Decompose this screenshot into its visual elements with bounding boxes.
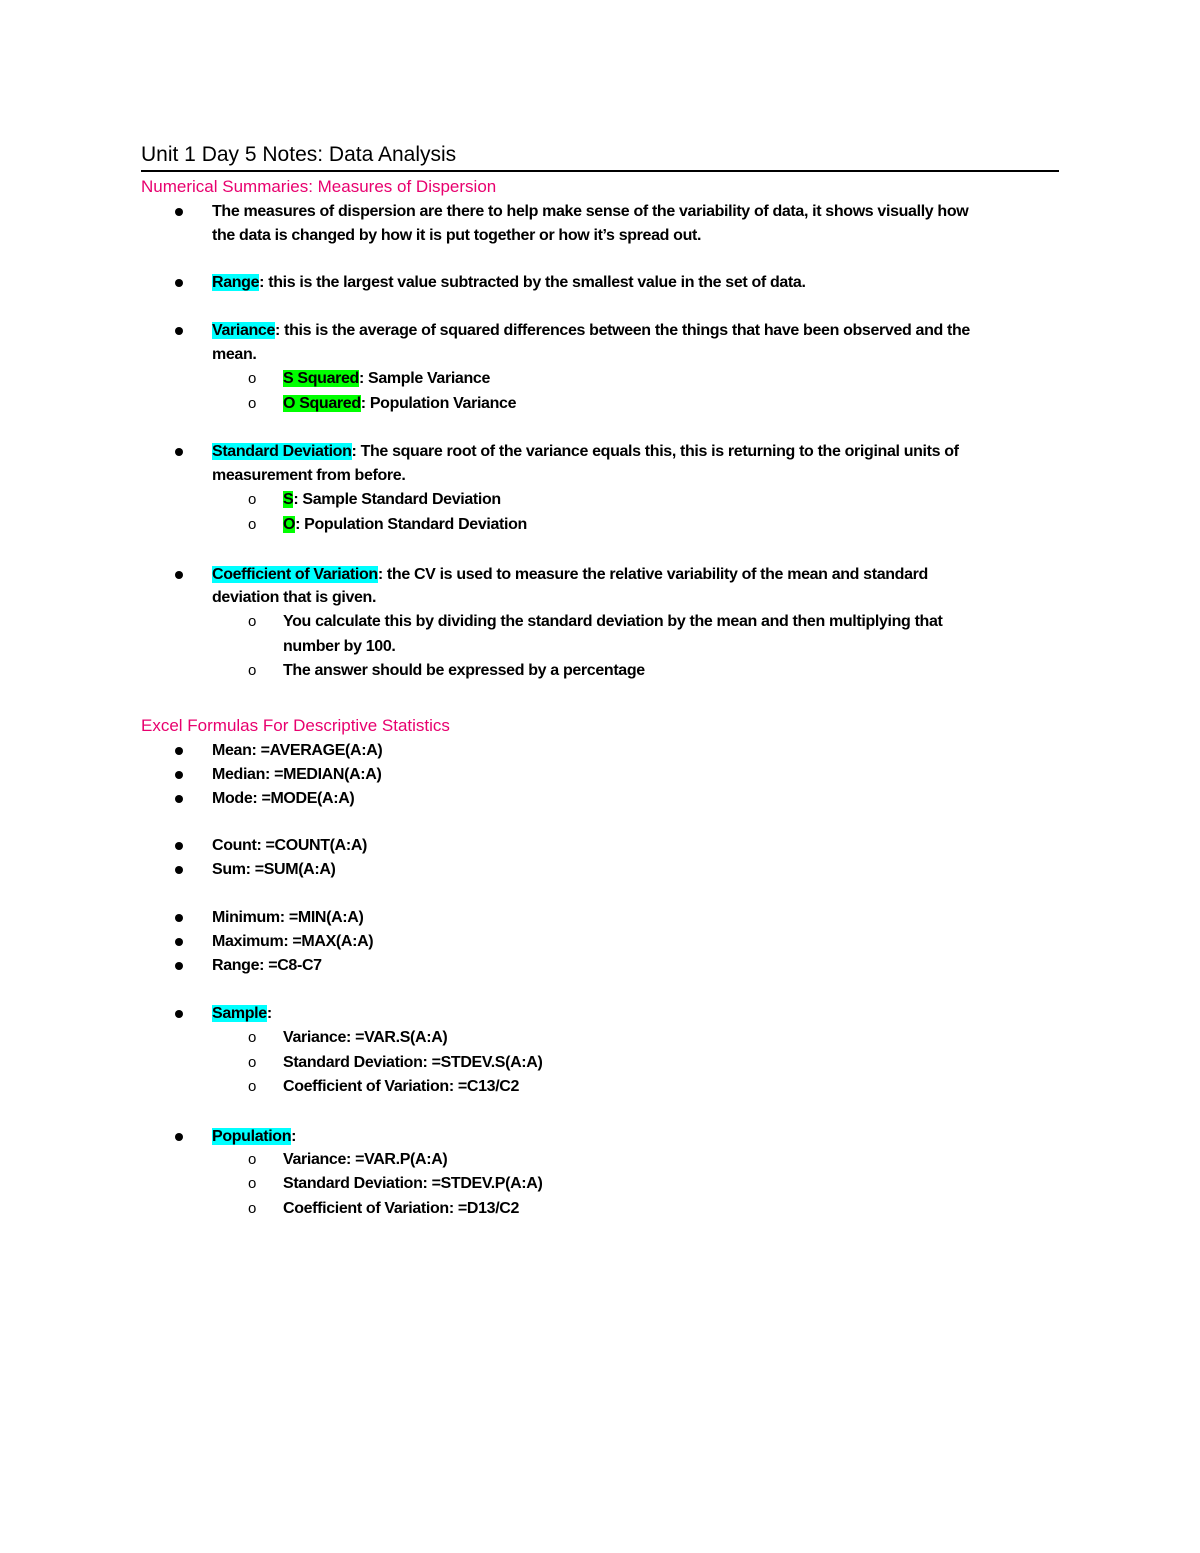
sub-bullet-marker: o [248, 1054, 257, 1071]
section-heading-dispersion: Numerical Summaries: Measures of Dispersion [141, 177, 497, 196]
s-term: S [283, 491, 294, 508]
sd-sub-sample [283, 488, 501, 512]
section-heading-excel: Excel Formulas For Descriptive Statistics [141, 716, 450, 735]
variance-definition-cont: mean. [212, 346, 257, 363]
formula-median: Median: =MEDIAN(A:A) [212, 766, 382, 783]
variance-definition [212, 319, 970, 343]
bullet-icon [175, 795, 183, 803]
sub-bullet-marker: o [248, 1029, 257, 1046]
sub-bullet-marker: o [248, 491, 257, 508]
variance-sub-sample [283, 367, 490, 391]
sd-text: : The square root of the variance equals this, this is returning to the original units of [351, 443, 959, 460]
sub-bullet-marker: o [248, 370, 257, 387]
o-term: O [283, 516, 296, 533]
formula-sample-sd: Standard Deviation: =STDEV.S(A:A) [283, 1054, 543, 1071]
title-underline [141, 170, 1059, 172]
sub-bullet-marker: o [248, 662, 257, 679]
bullet-icon [175, 1133, 183, 1141]
s-squared-text: : Sample Variance [358, 370, 490, 387]
colon: : [291, 1128, 297, 1145]
o-squared-text: : Population Variance [360, 395, 517, 412]
s-text: : Sample Standard Deviation [293, 491, 501, 508]
formula-sum: Sum: =SUM(A:A) [212, 861, 336, 878]
formula-sample-cv: Coefficient of Variation: =C13/C2 [283, 1078, 520, 1095]
intro-line-2: the data is changed by how it is put together or how it’s spread out. [212, 227, 702, 244]
bullet-icon [175, 842, 183, 850]
o-text: : Population Standard Deviation [295, 516, 527, 533]
sd-definition-cont: measurement from before. [212, 467, 406, 484]
sub-bullet-marker: o [248, 395, 257, 412]
sd-term: Standard Deviation [212, 443, 352, 460]
population-term: Population [212, 1128, 292, 1145]
sub-bullet-marker: o [248, 1151, 257, 1168]
cv-definition [212, 563, 928, 587]
sample-heading [212, 1002, 272, 1026]
bullet-icon [175, 747, 183, 755]
formula-pop-sd: Standard Deviation: =STDEV.P(A:A) [283, 1175, 543, 1192]
s-squared-term: S Squared [283, 370, 359, 387]
bullet-icon [175, 914, 183, 922]
cv-sub-calc-1: You calculate this by dividing the standard deviation by the mean and then multiplying that [283, 613, 943, 630]
formula-pop-cv: Coefficient of Variation: =D13/C2 [283, 1200, 520, 1217]
range-definition [212, 271, 806, 295]
colon: : [266, 1005, 272, 1022]
population-heading [212, 1125, 296, 1149]
intro-line-1: The measures of dispersion are there to help make sense of the variability of data, it shows visually how [212, 203, 969, 220]
formula-maximum: Maximum: =MAX(A:A) [212, 933, 374, 950]
document-title: Unit 1 Day 5 Notes: Data Analysis [141, 143, 457, 166]
formula-mode: Mode: =MODE(A:A) [212, 790, 355, 807]
range-text: : this is the largest value subtracted by the smallest value in the set of data. [259, 274, 806, 291]
cv-term: Coefficient of Variation [212, 566, 378, 583]
sub-bullet-marker: o [248, 1200, 257, 1217]
cv-definition-cont: deviation that is given. [212, 589, 377, 606]
cv-text: : the CV is used to measure the relative variability of the mean and standard [377, 566, 928, 583]
sub-bullet-marker: o [248, 613, 257, 630]
formula-count: Count: =COUNT(A:A) [212, 837, 367, 854]
bullet-icon [175, 866, 183, 874]
formula-pop-variance: Variance: =VAR.P(A:A) [283, 1151, 448, 1168]
sub-bullet-marker: o [248, 516, 257, 533]
formula-range: Range: =C8-C7 [212, 957, 322, 974]
sub-bullet-marker: o [248, 1175, 257, 1192]
range-term: Range [212, 274, 260, 291]
cv-sub-percentage: The answer should be expressed by a percentage [283, 662, 645, 679]
bullet-icon [175, 279, 183, 287]
bullet-icon [175, 962, 183, 970]
variance-term: Variance [212, 322, 276, 339]
bullet-icon [175, 1010, 183, 1018]
variance-text: : this is the average of squared differences between the things that have been observed and the [275, 322, 970, 339]
bullet-icon [175, 327, 183, 335]
formula-mean: Mean: =AVERAGE(A:A) [212, 742, 383, 759]
sub-bullet-marker: o [248, 1078, 257, 1095]
formula-sample-variance: Variance: =VAR.S(A:A) [283, 1029, 448, 1046]
variance-sub-population [283, 392, 516, 416]
formula-minimum: Minimum: =MIN(A:A) [212, 909, 364, 926]
bullet-icon [175, 571, 183, 579]
sd-definition [212, 440, 959, 464]
bullet-icon [175, 938, 183, 946]
bullet-icon [175, 208, 183, 216]
cv-sub-calc-2: number by 100. [283, 638, 396, 655]
bullet-icon [175, 448, 183, 456]
bullet-icon [175, 771, 183, 779]
sample-term: Sample [212, 1005, 267, 1022]
o-squared-term: O Squared [283, 395, 361, 412]
sd-sub-population [283, 513, 527, 537]
